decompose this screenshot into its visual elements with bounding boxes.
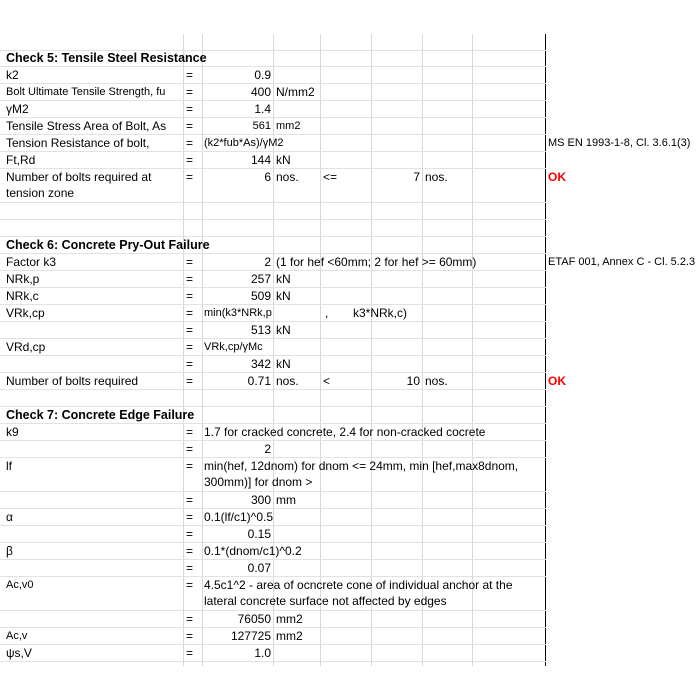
row-value: 0.07 xyxy=(247,561,271,575)
row-label: γM2 xyxy=(6,102,29,116)
row-label: ψs,V xyxy=(6,646,32,660)
row-label: k9 xyxy=(6,425,19,439)
comparison-sign: < xyxy=(323,374,331,388)
section-title-check7: Check 7: Concrete Edge Failure xyxy=(6,408,195,422)
row-label: Factor k3 xyxy=(6,255,57,269)
formula-text: min(k3*NRk,p xyxy=(204,307,272,319)
row-unit2: nos. xyxy=(425,170,448,184)
row-label: Number of bolts required xyxy=(6,374,139,388)
row-label: NRk,c xyxy=(6,289,39,303)
column-gridline xyxy=(320,34,321,666)
equals-sign: = xyxy=(186,289,194,303)
row-label: Bolt Ultimate Tensile Strength, fu xyxy=(6,86,166,98)
row-note: (1 for hef <60mm; 2 for hef >= 60mm) xyxy=(276,255,477,269)
section-title-check5: Check 5: Tensile Steel Resistance xyxy=(6,51,207,65)
equals-sign: = xyxy=(186,102,194,116)
row-unit: nos. xyxy=(276,170,299,184)
row-label: Ac,v xyxy=(6,630,28,642)
row-note: 4.5c1^2 - area of ocncrete cone of individual anchor at the lateral concrete surface not affected by edges xyxy=(204,578,513,608)
row-label: NRk,p xyxy=(6,272,40,286)
row-note: 0.1*(dnom/c1)^0.2 xyxy=(204,544,302,558)
row-unit2: nos. xyxy=(425,374,448,388)
row-value: 561 xyxy=(252,120,271,132)
status-ok: OK xyxy=(548,170,566,184)
row-unit: mm xyxy=(276,493,296,507)
row-label: Ac,v0 xyxy=(6,579,34,591)
row-label: VRk,cp xyxy=(6,306,45,320)
row-value: 6 xyxy=(264,170,271,184)
equals-sign: = xyxy=(186,374,194,388)
equals-sign: = xyxy=(186,255,194,269)
row-value: 0.9 xyxy=(254,68,271,82)
equals-sign: = xyxy=(186,612,194,626)
row-value: 509 xyxy=(250,289,271,303)
column-gridline xyxy=(472,34,473,666)
row-value: 2 xyxy=(264,255,271,269)
row-note: min(hef, 12dnom) for dnom <= 24mm, min [hef,max8dnom, 300mm)] for dnom > xyxy=(204,459,519,489)
row-label: β xyxy=(6,544,13,558)
row-label: Tension Resistance of bolt, xyxy=(6,136,150,150)
row-value: 1.0 xyxy=(254,646,271,660)
equals-sign: = xyxy=(186,442,194,456)
row-value: 144 xyxy=(250,153,271,167)
section-title-check6: Check 6: Concrete Pry-Out Failure xyxy=(6,238,210,252)
equals-sign: = xyxy=(186,646,194,660)
row-unit: mm2 xyxy=(276,120,301,132)
equals-sign: = xyxy=(186,170,194,184)
row-label: α xyxy=(6,510,13,524)
row-label-line2: tension zone xyxy=(6,186,75,200)
row-value: 0.71 xyxy=(247,374,271,388)
equals-sign: = xyxy=(186,136,194,150)
row-value: 2 xyxy=(264,442,271,456)
row-unit: nos. xyxy=(276,374,299,388)
row-value: 400 xyxy=(250,85,271,99)
equals-sign: = xyxy=(186,323,194,337)
equals-sign: = xyxy=(186,272,194,286)
row-value: 257 xyxy=(250,272,271,286)
row-value2: 10 xyxy=(406,374,420,388)
page-break-line xyxy=(545,34,546,666)
row-label: Ft,Rd xyxy=(6,153,36,167)
row-unit: kN xyxy=(276,289,291,303)
equals-sign: = xyxy=(186,544,194,558)
equals-sign: = xyxy=(186,119,194,133)
column-gridline xyxy=(422,34,423,666)
row-value: 127725 xyxy=(230,629,271,643)
equals-sign: = xyxy=(186,340,194,354)
row-unit: N/mm2 xyxy=(276,85,315,99)
row-label: k2 xyxy=(6,68,19,82)
formula-text2: k3*NRk,c) xyxy=(353,306,408,320)
row-value: 1.4 xyxy=(254,102,271,116)
equals-sign: = xyxy=(186,629,194,643)
equals-sign: = xyxy=(186,459,194,473)
equals-sign: = xyxy=(186,493,194,507)
row-label: lf xyxy=(6,459,12,473)
row-value: 0.15 xyxy=(247,527,271,541)
row-label: Tensile Stress Area of Bolt, As xyxy=(6,119,167,133)
row-unit: kN xyxy=(276,272,291,286)
equals-sign: = xyxy=(186,153,194,167)
row-unit: mm2 xyxy=(276,629,303,643)
column-gridline xyxy=(273,34,274,666)
row-value: 300 xyxy=(250,493,271,507)
status-ok: OK xyxy=(548,374,566,388)
equals-sign: = xyxy=(186,561,194,575)
equals-sign: = xyxy=(186,306,194,320)
comparison-sign: <= xyxy=(323,170,338,184)
row-note: 1.7 for cracked concrete, 2.4 for non-cracked cocrete xyxy=(204,425,486,439)
row-value: 513 xyxy=(250,323,271,337)
formula-text: VRk,cp/γMc xyxy=(204,341,263,353)
row-unit: kN xyxy=(276,357,291,371)
equals-sign: = xyxy=(186,527,194,541)
row-unit: kN xyxy=(276,153,291,167)
row-unit: kN xyxy=(276,323,291,337)
code-reference: ETAF 001, Annex C - Cl. 5.2.3 xyxy=(548,256,696,268)
equals-sign: = xyxy=(186,68,194,82)
row-value: 342 xyxy=(250,357,271,371)
equals-sign: = xyxy=(186,85,194,99)
row-note: 0.1(lf/c1)^0.5 xyxy=(204,510,273,524)
row-value2: 7 xyxy=(413,170,420,184)
row-value: 76050 xyxy=(237,612,271,626)
equals-sign: = xyxy=(186,357,194,371)
column-gridline xyxy=(183,34,184,666)
equals-sign: = xyxy=(186,425,194,439)
column-gridline xyxy=(371,34,372,666)
row-unit: mm2 xyxy=(276,612,303,626)
equals-sign: = xyxy=(186,578,194,592)
row-label: VRd,cp xyxy=(6,340,46,354)
formula-separator: , xyxy=(325,306,329,320)
code-reference: MS EN 1993-1-8, Cl. 3.6.1(3) xyxy=(548,137,691,149)
row-label: Number of bolts required at xyxy=(6,170,152,184)
formula-text: (k2*fub*As)/γM2 xyxy=(204,137,284,149)
column-gridline xyxy=(202,34,203,666)
equals-sign: = xyxy=(186,510,194,524)
